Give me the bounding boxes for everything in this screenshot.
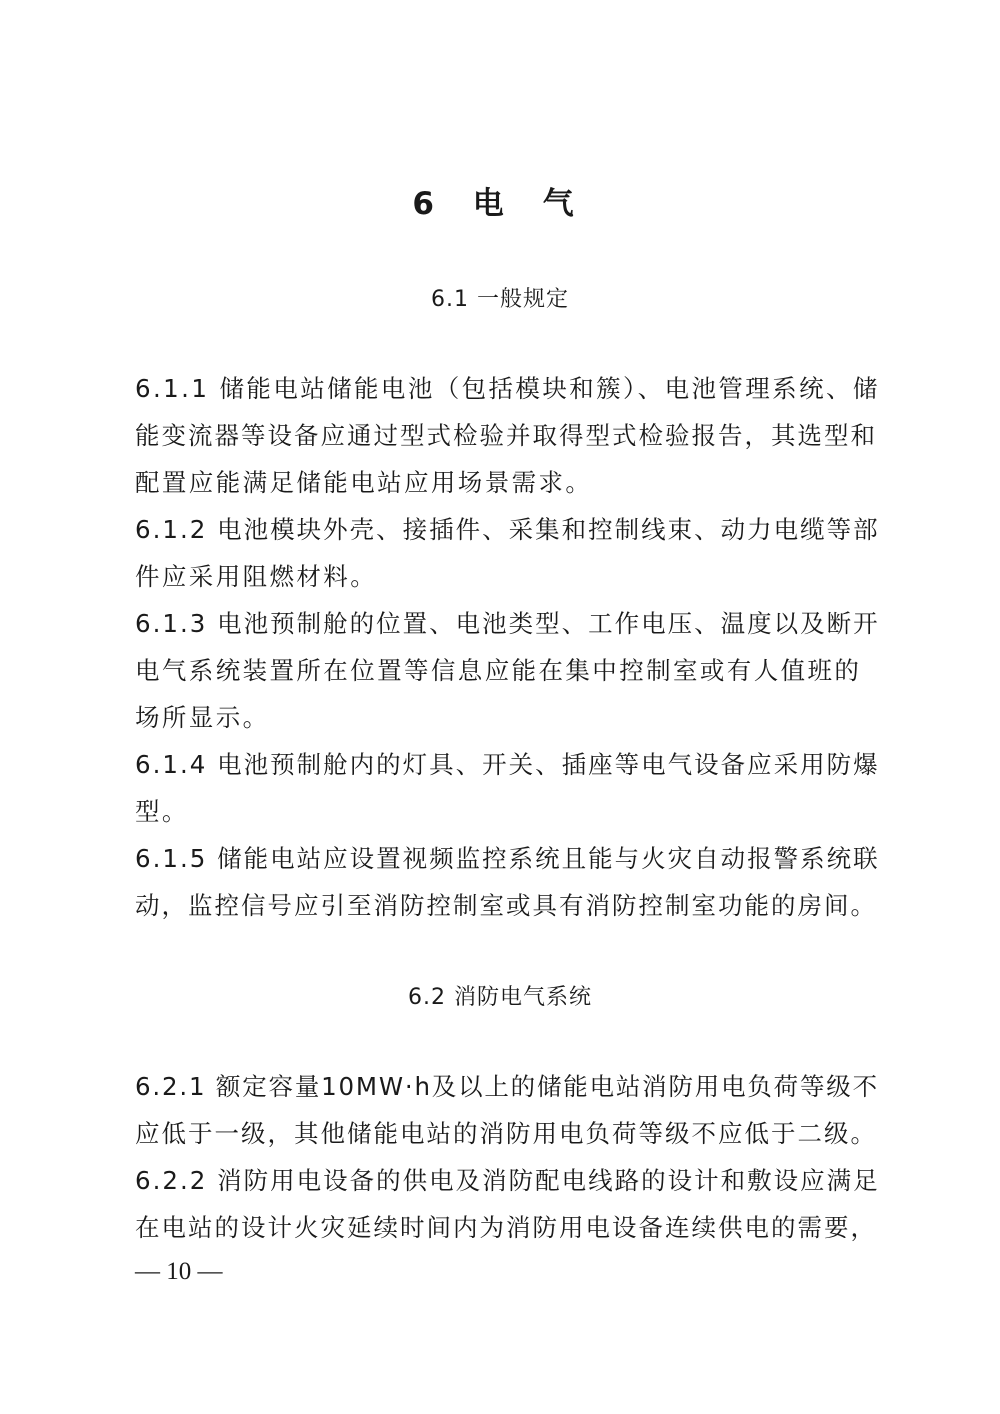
- clause-line: 6.2.1 额定容量10MW·h及以上的储能电站消防用电负荷等级不: [135, 1072, 879, 1101]
- chapter-title: 6 电 气: [412, 186, 588, 222]
- section-title-6-1: 6.1 一般规定: [431, 287, 569, 312]
- clause-6-1-1: [135, 365, 880, 506]
- clause-line: 动，监控信号应引至消防控制室或具有消防控制室功能的房间。: [135, 891, 877, 920]
- clause-6-1-3: [135, 600, 880, 741]
- clause-line: 型。: [135, 797, 189, 826]
- clause-line: 6.1.2 电池模块外壳、接插件、采集和控制线束、动力电缆等部: [135, 515, 880, 544]
- clause-line: 应低于一级，其他储能电站的消防用电负荷等级不应低于二级。: [135, 1119, 877, 1148]
- page-number: — 10 —: [135, 1258, 223, 1285]
- clause-6-1-4: [135, 741, 880, 835]
- clause-6-2-2: [135, 1157, 880, 1251]
- clause-line: 场所显示。: [135, 703, 270, 732]
- clause-line: 6.1.3 电池预制舱的位置、电池类型、工作电压、温度以及断开: [135, 609, 880, 638]
- clause-line: 6.1.4 电池预制舱内的灯具、开关、插座等电气设备应采用防爆: [135, 750, 880, 779]
- section-title-6-2: 6.2 消防电气系统: [408, 985, 592, 1010]
- clause-line: 电气系统装置所在位置等信息应能在集中控制室或有人值班的: [135, 656, 862, 685]
- clause-line: 6.2.2 消防用电设备的供电及消防配电线路的设计和敷设应满足: [135, 1166, 880, 1195]
- clause-line: 配置应能满足储能电站应用场景需求。: [135, 468, 593, 497]
- clause-line: 在电站的设计火灾延续时间内为消防用电设备连续供电的需要，: [135, 1213, 877, 1242]
- clause-6-2-1: [135, 1063, 880, 1157]
- clause-line: 6.1.1 储能电站储能电池（包括模块和簇）、电池管理系统、储: [135, 374, 880, 403]
- clause-line: 能变流器等设备应通过型式检验并取得型式检验报告，其选型和: [135, 421, 877, 450]
- clause-line: 件应采用阻燃材料。: [135, 562, 378, 591]
- clause-6-1-5: [135, 835, 880, 929]
- clause-6-1-2: [135, 506, 880, 600]
- clause-line: 6.1.5 储能电站应设置视频监控系统且能与火灾自动报警系统联: [135, 844, 880, 873]
